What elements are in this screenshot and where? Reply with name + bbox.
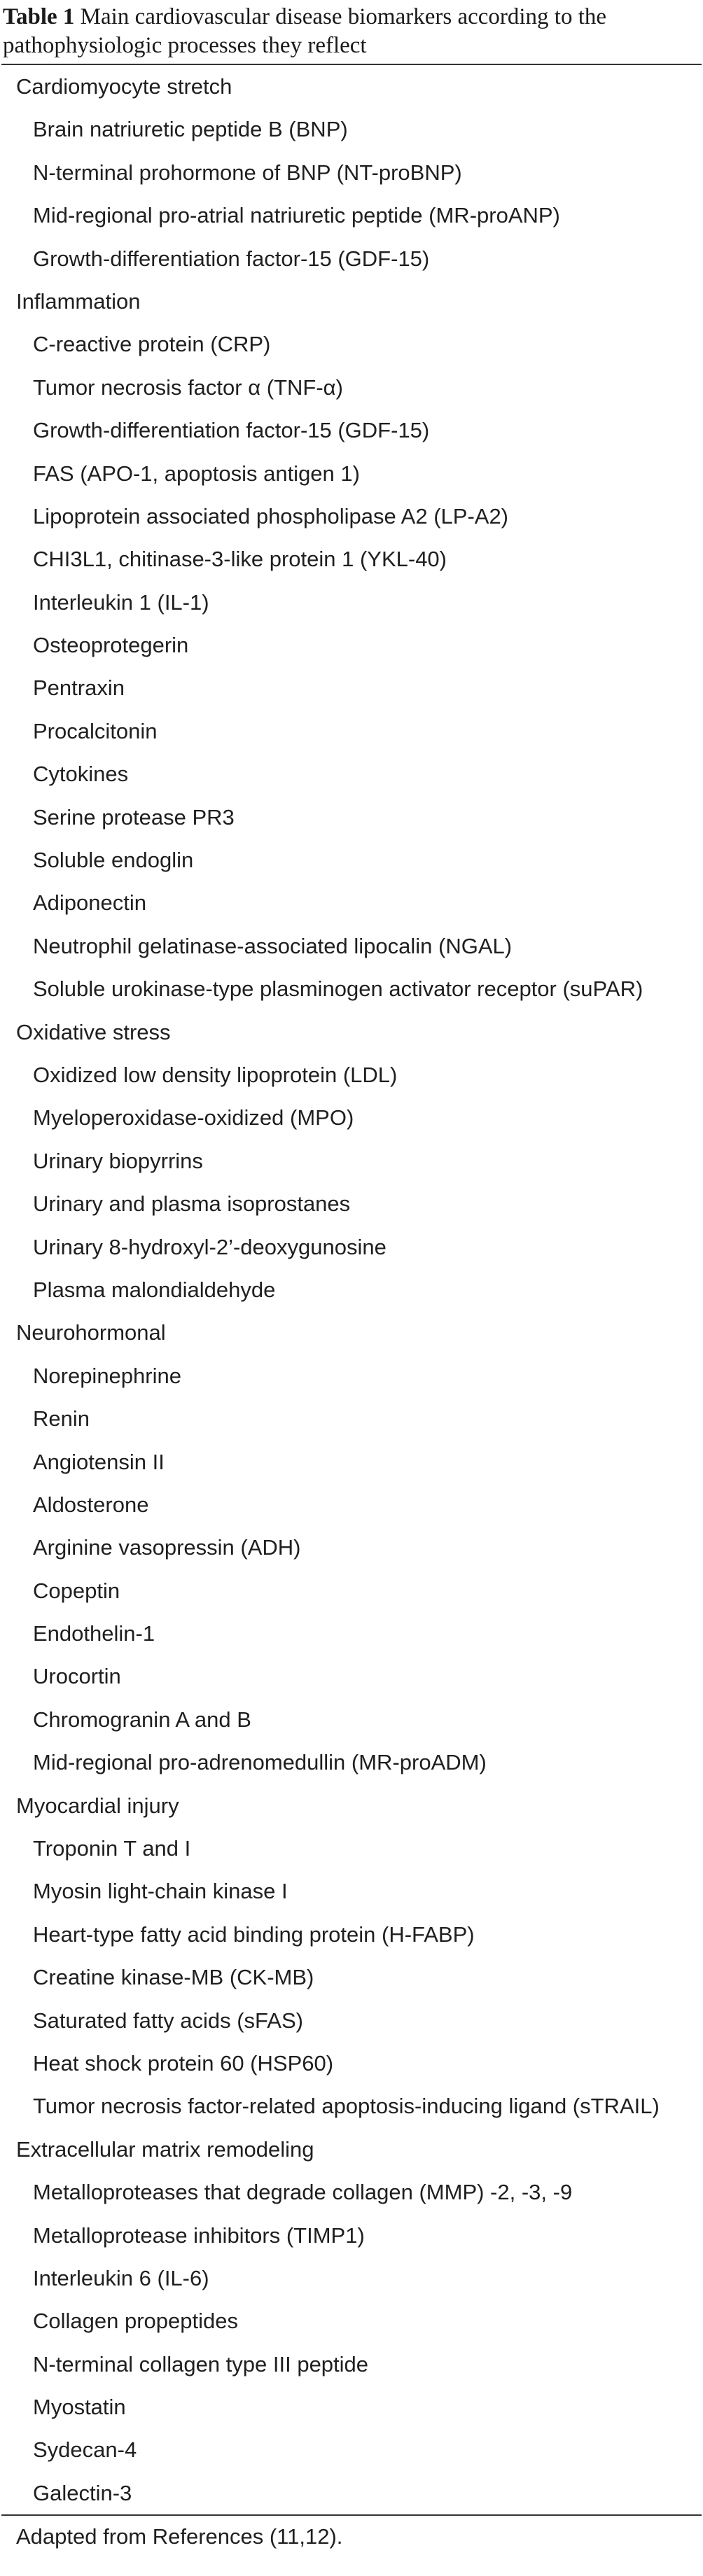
biomarker-row: CHI3L1, chitinase-3-like protein 1 (YKL-40) bbox=[33, 547, 447, 572]
biomarker-row: C-reactive protein (CRP) bbox=[33, 332, 271, 357]
biomarker-row: Chromogranin A and B bbox=[33, 1707, 251, 1732]
biomarker-row: Urinary biopyrrins bbox=[33, 1148, 203, 1173]
category-row: Oxidative stress bbox=[16, 1019, 171, 1044]
biomarker-row: Lipoprotein associated phospholipase A2 (LP-A2) bbox=[33, 503, 509, 528]
category-row: Cardiomyocyte stretch bbox=[16, 74, 232, 99]
biomarker-row: Urocortin bbox=[33, 1664, 121, 1689]
biomarker-row: Neutrophil gelatinase-associated lipocalin (NGAL) bbox=[33, 933, 513, 958]
biomarker-row: Brain natriuretic peptide B (BNP) bbox=[33, 117, 348, 142]
biomarker-row: N-terminal collagen type III peptide bbox=[33, 2351, 369, 2376]
table-footnote: Adapted from References (11,12). bbox=[16, 2524, 343, 2549]
biomarker-row: Heart-type fatty acid binding protein (H-FABP) bbox=[33, 1921, 475, 1947]
biomarker-row: Collagen propeptides bbox=[33, 2309, 238, 2334]
biomarker-row: Oxidized low density lipoprotein (LDL) bbox=[33, 1062, 398, 1087]
category-row: Neurohormonal bbox=[16, 1320, 166, 1345]
biomarker-row: Growth-differentiation factor-15 (GDF-15) bbox=[33, 418, 430, 443]
document-page bbox=[1, 0, 702, 2558]
biomarker-row: Urinary 8-hydroxyl-2’-deoxygunosine bbox=[33, 1234, 387, 1259]
biomarker-row: Myosin light-chain kinase I bbox=[33, 1879, 288, 1904]
biomarker-row: N-terminal prohormone of BNP (NT-proBNP) bbox=[33, 160, 462, 185]
table-caption bbox=[1, 0, 702, 64]
biomarker-row: Procalcitonin bbox=[33, 718, 158, 743]
biomarker-row: Saturated fatty acids (sFAS) bbox=[33, 2008, 303, 2033]
biomarker-row: Adiponectin bbox=[33, 890, 147, 916]
biomarker-row: Angiotensin II bbox=[33, 1449, 165, 1474]
biomarker-row: Serine protease PR3 bbox=[33, 804, 235, 830]
biomarker-row: Copeptin bbox=[33, 1578, 120, 1603]
biomarker-row: Aldosterone bbox=[33, 1492, 149, 1517]
biomarker-row: Tumor necrosis factor-related apoptosis-inducing ligand (sTRAIL) bbox=[33, 2094, 660, 2119]
biomarker-row: Soluble urokinase-type plasminogen activator receptor (suPAR) bbox=[33, 976, 643, 1002]
biomarker-row: Mid-regional pro-adrenomedullin (MR-proADM) bbox=[33, 1750, 487, 1775]
biomarker-row: Osteoprotegerin bbox=[33, 633, 189, 658]
biomarker-row: Norepinephrine bbox=[33, 1363, 181, 1388]
biomarker-row: Tumor necrosis factor α (TNF-α) bbox=[33, 374, 343, 400]
biomarker-row: Creatine kinase-MB (CK-MB) bbox=[33, 1965, 314, 1990]
biomarker-row: Mid-regional pro-atrial natriuretic peptide (MR-proANP) bbox=[33, 203, 560, 228]
biomarker-row: Troponin T and I bbox=[33, 1836, 191, 1861]
table-caption-label: Table 1 bbox=[3, 4, 75, 29]
biomarker-row: Galectin-3 bbox=[33, 2480, 132, 2505]
biomarker-row: Pentraxin bbox=[33, 676, 125, 701]
biomarker-row: Endothelin-1 bbox=[33, 1621, 155, 1646]
category-row: Inflammation bbox=[16, 288, 141, 314]
biomarker-row: Cytokines bbox=[33, 762, 129, 787]
biomarker-row: Renin bbox=[33, 1406, 90, 1432]
biomarker-row: Plasma malondialdehyde bbox=[33, 1277, 276, 1302]
biomarker-table bbox=[1, 65, 702, 2514]
biomarker-row: Urinary and plasma isoprostanes bbox=[33, 1191, 351, 1217]
biomarker-row: Metalloprotease inhibitors (TIMP1) bbox=[33, 2222, 365, 2248]
biomarker-row: Myeloperoxidase-oxidized (MPO) bbox=[33, 1105, 354, 1130]
category-row: Myocardial injury bbox=[16, 1793, 179, 1818]
biomarker-row: Growth-differentiation factor-15 (GDF-15) bbox=[33, 246, 430, 271]
biomarker-row: Interleukin 1 (IL-1) bbox=[33, 589, 209, 615]
table-caption-text: Main cardiovascular disease biomarkers according to the pathophysiologic processes they reflect bbox=[3, 4, 607, 58]
biomarker-row: Heat shock protein 60 (HSP60) bbox=[33, 2050, 334, 2076]
biomarker-row: Soluble endoglin bbox=[33, 848, 194, 873]
biomarker-row: Metalloproteases that degrade collagen (MMP) -2, -3, -9 bbox=[33, 2180, 573, 2205]
category-row: Extracellular matrix remodeling bbox=[16, 2136, 314, 2162]
biomarker-row: Myostatin bbox=[33, 2395, 126, 2420]
biomarker-row: FAS (APO-1, apoptosis antigen 1) bbox=[33, 461, 360, 486]
biomarker-row: Sydecan-4 bbox=[33, 2437, 137, 2463]
biomarker-row: Interleukin 6 (IL-6) bbox=[33, 2265, 209, 2290]
biomarker-row: Arginine vasopressin (ADH) bbox=[33, 1535, 301, 1560]
